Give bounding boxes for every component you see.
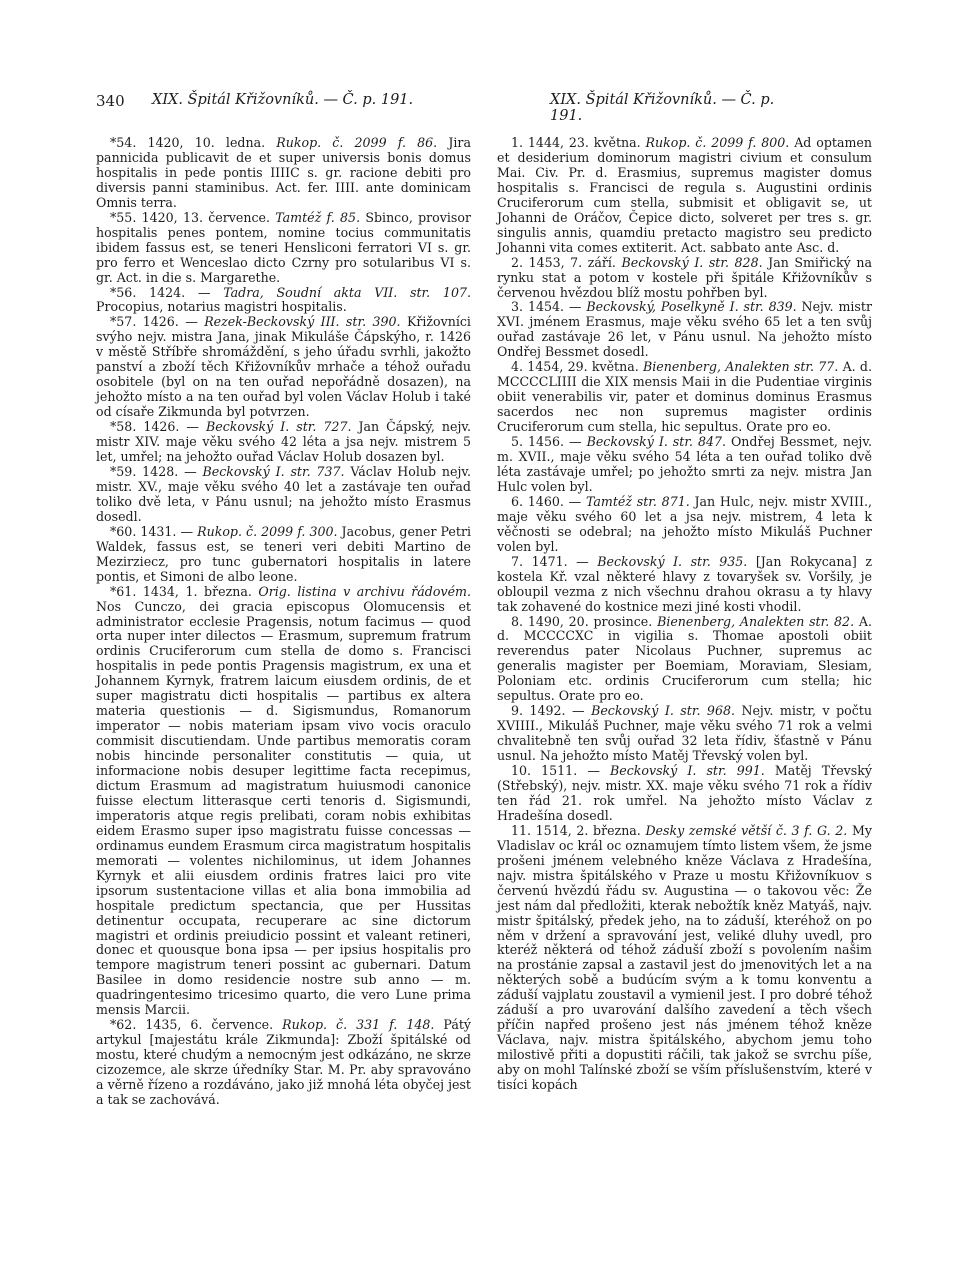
entry-date: 1453, 7. září. — [528, 254, 616, 270]
entry-source: Bienenberg, Analekten str. 82. — [657, 613, 855, 629]
page-number: 340 — [96, 92, 125, 110]
entry-number: 2. — [511, 254, 524, 270]
entry-number: 4. — [511, 359, 524, 375]
entry — [497, 764, 872, 824]
entry-number: *62. — [110, 1017, 137, 1033]
entry — [497, 360, 872, 435]
entry-source: Tamtéž f. 85. — [275, 209, 361, 225]
entry-date: 1428. — [142, 463, 179, 479]
entry-number: 8. — [511, 613, 524, 629]
entry-date: 1454, 29. května. — [527, 359, 639, 375]
entry-number: 11. — [511, 822, 532, 838]
entry — [497, 615, 872, 705]
right-column — [497, 136, 872, 1093]
entry-date: 1431. — [140, 523, 177, 539]
entry-source: Bienenberg, Analekten str. 77. — [642, 359, 839, 375]
entry-number: *57. — [110, 314, 137, 330]
entry-number: *54. — [110, 135, 137, 150]
entry-text: Matěj Třevský (Střebský), nejv. mistr. XX. maje věku svého 71 rok a řídiv ten řád 21. rok umřel. Na jehožto místo Václav z Hradešína dosedl. — [497, 763, 872, 823]
entry-source: Orig. listina v archivu řádovém. — [258, 583, 471, 599]
entry-text: Sbinco, provisor hospitalis penes pontem, nomine tocius communitatis ibidem fassus est, se teneri Hensliconi ferratori VI s. gr. pro ferro et Wenceslao dicto Czrny pro sotularibus VI s. gr. Act. in die s. Margarethe. — [96, 209, 471, 285]
entry — [96, 286, 471, 316]
entry-number: *59. — [110, 463, 137, 479]
entry-text: Jan Smiřický na rynku stat a potom v kostele při špitále Křižovníkův s červenou hvězdou blíž mostu pohřben byl. — [497, 254, 872, 300]
entry-date: 1454. — [527, 299, 564, 315]
entry — [96, 525, 471, 585]
left-running-title: XIX. Špitál Křižovníků. — Č. p. 191. — [152, 92, 414, 108]
entry — [96, 465, 471, 525]
entry-text: Ad optamen et desiderium dominorum magistri civium et consulum Mai. Civ. Pr. d. Erasmius, supremus magister domus hospitalis s. Francisci de regula s. Augustini ordinis Cruciferorum cum stella, submisit et obligavit se, ut Johanni de Oráčov, Čepice dicto, solveret per tres s. gr. singulis annis, quamdiu pretacto magistro seu predicto Johanni vita comes extiterit. Act. sabbato ante Asc. d. — [497, 135, 872, 255]
entry-date: 1420, 13. července. — [141, 209, 270, 225]
entry-source: — Beckovský, Poselkyně I. str. 839. — [568, 299, 797, 315]
entry-source: Desky zemské větší č. 3 f. G. 2. — [645, 822, 848, 838]
entry-number: *61. — [110, 583, 137, 599]
entry-source: — Tamtéž str. 871. — [568, 493, 690, 509]
entry — [497, 136, 872, 256]
right-running-title: XIX. Špitál Křižovníků. — Č. p. 191. — [550, 92, 775, 124]
entry-text: Ondřej Bessmet, nejv. m. XVII., maje věku svého 54 léta a ten ouřad toliko dvě léta zastávaje umřel; po jehožto smrti za nejv. mistra Jan Hulc volen byl. — [497, 434, 872, 494]
entry — [96, 211, 471, 286]
entry-source: — Tadra, Soudní akta VII. str. 107. — [197, 284, 471, 300]
entry-number: 7. — [511, 553, 524, 569]
entry-date: 1420, 10. ledna. — [147, 135, 266, 150]
entry-source: — Beckovský I. str. 847. — [569, 434, 726, 450]
entry-date: 1426. — [142, 314, 179, 330]
entry — [497, 300, 872, 360]
entry-date: 1444, 23. května. — [527, 135, 641, 150]
entry-source: Beckovský I. str. 828. — [621, 254, 763, 270]
entry-date: 1492. — [529, 703, 566, 719]
entry-text: Jacobus, gener Petri Waldek, fassus est, se teneri veri debiti Martino de Mezirziecz, pro tunc gubernatori hospitalis in latere pontis, et Simoni de albo leone. — [96, 523, 471, 584]
entry-date: 1424. — [149, 284, 186, 300]
entry-source: Rukop. č. 2099 f. 86. — [276, 135, 438, 150]
entry — [96, 315, 471, 420]
entry-text: Nejv. mistr, v počtu XVIIII., Mikuláš Puchner, maje věku svého 71 rok a velmi chvalitebně ten svůj ouřad 32 leta řídiv, šťastně v Pánu usnul. Na jehožto místo Matěj Třevský volen byl. — [497, 703, 872, 764]
entry — [96, 420, 471, 465]
entry-source: — Rukop. č. 2099 f. 300. — [180, 523, 338, 539]
entry-date: 1426. — [143, 419, 180, 435]
entry — [497, 495, 872, 555]
entry-source: — Beckovský I. str. 991. — [587, 763, 765, 779]
entry-date: 1435, 6. července. — [145, 1017, 274, 1033]
entry — [96, 1018, 471, 1108]
entry-date: 1456. — [528, 434, 565, 450]
entry-text: Křižovníci svýho nejv. mistra Jana, jinak Mikuláše Čápskýho, r. 1426 v městě Stříbře shromáždění, s jeho úřadu svrhli, jakožto panství a zboží těch Křižovníkův mrhače a téhož ouřadu osobitele (byl on na ten ouřad nepořádně dosazen), na jehožto místo a na ten ouřad byl volen Václav Holub i také od císaře Zikmunda byl potvrzen. — [96, 314, 471, 420]
entry-number: 3. — [511, 299, 524, 315]
entry-text: Václav Holub nejv. mistr. XV., maje věku svého 40 let a zastávaje ten ouřad toliko dvě leta, v Pánu usnul; na jehožto místo Erasmus dosedl. — [96, 463, 471, 524]
entry-number: 6. — [511, 493, 524, 509]
entry-date: 1434, 1. března. — [142, 583, 252, 599]
left-column — [96, 136, 471, 1108]
entry-text: Pátý artykul [majestátu krále Zikmunda]: Zboží špitálské od mostu, které chudým a nemocným jest odkázáno, ne skrze cizozemce, ale skrze úředníky Star. M. Pr. aby spravováno a věrně řízeno a rozdáváno, jako již mnohá léta obyčej jest a tak se zachovává. — [96, 1017, 471, 1107]
entry-date: 1511. — [541, 763, 578, 779]
entry — [497, 824, 872, 1093]
entry-date: 1471. — [531, 553, 568, 569]
entry-text: Jira pannicida publicavit de et super universis bonis domus hospitalis in pede pontis IIIIC s. gr. racione debiti pro diversis panni staminibus. Act. fer. IIII. ante dominicam Omnis terra. — [96, 135, 471, 210]
entry-source: — Rezek-Beckovský III. str. 390. — [185, 314, 401, 330]
entry — [497, 256, 872, 301]
entry — [96, 136, 471, 211]
entry-source: — Beckovský I. str. 968. — [572, 703, 735, 719]
entry-text: Nejv. mistr XVI. jménem Erasmus, maje věku svého 65 let a ten svůj ouřad zastávaje 26 let, v Pánu usnul. Na jehožto místo Ondřej Bessmet dosedl. — [497, 299, 872, 360]
entry-source: — Beckovský I. str. 737. — [184, 463, 345, 479]
entry-number: *60. — [110, 523, 137, 539]
entry — [497, 435, 872, 495]
entry-number: 10. — [511, 763, 532, 779]
entry-text: Jan Čápský, nejv. mistr XIV. maje věku svého 42 léta a jsa nejv. mistrem 5 let, umřel; na jehožto ouřad Václav Holub dosazen byl. — [96, 419, 471, 465]
running-header — [96, 92, 810, 124]
entry-number: 1. — [511, 135, 524, 150]
entry — [96, 585, 471, 1019]
entry-date: 1460. — [527, 493, 564, 509]
entry-number: 5. — [511, 434, 524, 450]
entry-source: — Beckovský I. str. 935. — [576, 553, 748, 569]
entry-text: Jan Hulc, nejv. mistr XVIII., maje věku svého 60 let a jsa nejv. mistrem, 4 leta k věčnosti se odebral; na jehožto místo Mikuláš Puchner volen byl. — [497, 493, 872, 554]
entry-source: Rukop. č. 331 f. 148. — [282, 1017, 435, 1033]
entry-text: [Jan Rokycana] z kostela Kř. vzal některé hlavy z tovaryšek sv. Voršily, je obloupil vezma z nich všechnu drahou okrasu a ty hlavy tak zohavené do kostnice mezi jiné kosti vhodil. — [497, 553, 872, 614]
entry-text: A. d. MCCCCLIIII die XIX mensis Maii in die Pudentiae virginis obiit venerabilis vir, pater et dominus dominus Erasmus sacerdos nec non supremus magister ordinis Cruciferorum cum stella, hic sepultus. Orate pro eo. — [497, 359, 872, 435]
entry-source: — Beckovský I. str. 727. — [186, 419, 352, 435]
entry-text: Nos Cunczo, dei gracia episcopus Olomucensis et administrator ecclesie Pragensis, notum facimus — quod orta nuper inter dilectos — Erasmum, supremum fratrum ordinis Cruciferorum cum stella de domo s. Francisci hospitalis in pede pontis Pragensis magistrum, ex una et Johannem Kyrnyk, fratrem laicum eiusdem ordinis, de et super magistratu dicti hospitalis — partibus ex altera materia questionis — d. Sigismundus, Romanorum imperator — nobis materiam ipsam vivo vocis oraculo commisit discutiendam. Unde partibus memoratis coram nobis hincinde personaliter constitutis — quia, ut informacione nobis desuper legittime facta recepimus, dictum Erasmum ad magistratum huiusmodi canonice fuisse electum litterasque certi tenoris d. Sigismundi, imperatoris atque regis prelibati, coram nobis exhibitas eidem Erasmo super ipso magistratu fuisse concessas — ordinamus eundem Erasmum circa magistratum hospitalis memorati — volentes nichilominus, ut idem Johannes Kyrnyk et alii eiusdem ordinis fratres laici pro vite ipsorum sustentacione villas et alia bona immobilia ad hospitale predictum spectancia, que per Hussitas detinentur occupata, recuperare ac sine dictorum magistri et ordinis preiudicio possint et valeant retineri, donec et quousque bona ipsa — per ipsius hospitalis pro tempore magistrum teneri possint ac gubernari. Datum Basilee in domo residencie nostre sub anno — m. quadringentesimo tricesimo quarto, die vero Lune prima mensis Marcii. — [96, 598, 471, 1018]
entry-number: *55. — [110, 209, 137, 225]
entry-number: 9. — [511, 703, 524, 719]
entry-text: Procopius, notarius magistri hospitalis. — [96, 299, 347, 315]
entry-source: Rukop. č. 2099 f. 800. — [645, 135, 790, 150]
entry-text: A. d. MCCCCXC in vigilia s. Thomae apostoli obiit reverendus pater Nicolaus Puchner, supremus ac generalis magister per Boemiam, Moraviam, Slesiam, Poloniam etc. ordinis Cruciferorum cum stella; hic sepultus. Orate pro eo. — [497, 613, 872, 704]
entry-date: 1514, 2. března. — [535, 822, 641, 838]
entry-date: 1490, 20. prosince. — [527, 613, 653, 629]
entry-number: *56. — [110, 284, 137, 300]
entry-text: My Vladislav oc král oc oznamujem tímto listem všem, že jsme prošeni jménem velebného kněze Václava z Hradešína, najv. mistra špitálského v Praze u mostu Křižovníkuov s červenú hvězdú řádu sv. Augustina — o takovou věc: Že jest nám dal předložiti, kterak nebožtík kněz Matyáš, najv. mistr špitálský, předek jeho, na to záduší, kteréhož on po něm v držení a spravování jest, veliké dluhy uvedl, pro kteréž některá od téhož záduší zboží s povolením našim na prostánie zapsal a zastavil jest do jmenovitých let a na některých sobě a budúcím svým a k tomu konventu a záduší vajplatu zoustavil a vymienil jest. I pro dobré téhož záduší a pro uvarování dalšího zavedení a těch všech příčin napřed prošeno jest nás jménem téhož kněze Václava, najv. mistra špitálského, abychom jemu toho milostivě přiti a dopustiti ráčili, tak jakož se svrchu píše, aby on mohl Talínské zboží se vším příslušenstvím, které v tisíci kopách — [497, 822, 872, 1093]
entry-number: *58. — [110, 419, 137, 435]
entry — [497, 555, 872, 615]
entry — [497, 704, 872, 764]
